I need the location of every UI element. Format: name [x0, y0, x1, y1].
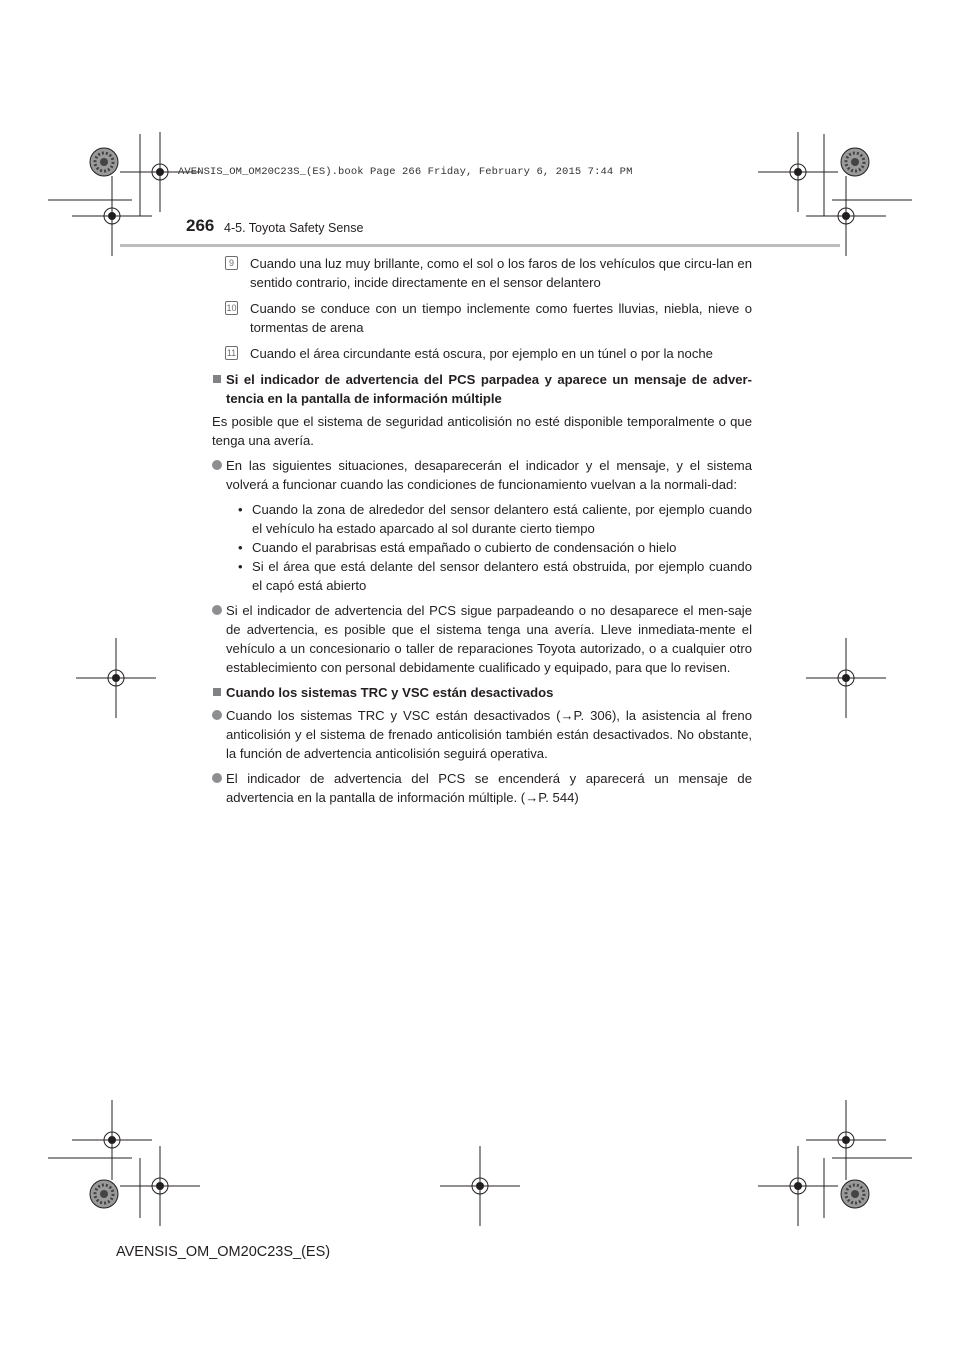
item-number: 9 — [225, 256, 238, 270]
wheel-mark-icon — [841, 1180, 869, 1208]
bullet-item — [212, 769, 752, 807]
section-heading — [212, 370, 752, 408]
dot-bullet-icon: • — [238, 502, 243, 517]
crosshair-mark-icon — [806, 638, 886, 718]
bullet-text: En las siguientes situaciones, desaparecerán el indicador y el mensaje, y el sistema volverá a funcionar cuando las condiciones de funcionamiento vuelvan a la normali-dad: — [226, 458, 752, 492]
item-text: Cuando una luz muy brillante, como el sol o los faros de los vehículos que circu-lan en sentido contrario, incide directamente en el sensor delantero — [250, 256, 752, 290]
square-bullet-icon — [213, 688, 221, 696]
square-bullet-icon — [213, 375, 221, 383]
item-number: 10 — [226, 303, 237, 313]
item-number: 11 — [226, 348, 237, 358]
bullet-item — [212, 706, 752, 763]
wheel-mark-icon — [90, 148, 118, 176]
bullet-text: Si el indicador de advertencia del PCS sigue parpadeando o no desaparece el men-saje de advertencia, es posible que el sistema tenga una avería. Lleve inmediata-mente el vehículo a un concesionario o taller de reparaciones Toyota autorizado, o a cualquier otro establecimiento con personal debidamente cualificado y equipado, para que lo revisen. — [226, 603, 752, 675]
sub-item — [212, 538, 752, 557]
book-stamp: AVENSIS_OM_OM20C23S_(ES).book Page 266 Friday, February 6, 2015 7:44 PM — [178, 166, 633, 178]
sub-item — [212, 500, 752, 538]
sub-list — [212, 500, 752, 595]
page-number: 266 — [186, 216, 215, 235]
sub-item-text: Cuando la zona de alrededor del sensor delantero está caliente, por ejemplo cuando el vehículo ha estado aparcado al sol durante cierto tiempo — [252, 502, 752, 536]
wheel-mark-icon — [90, 1180, 118, 1208]
header-rule — [120, 244, 840, 247]
wheel-mark-icon — [841, 148, 869, 176]
round-bullet-icon — [212, 605, 222, 615]
dot-bullet-icon: • — [238, 540, 243, 555]
heading-text: Si el indicador de advertencia del PCS parpadea y aparece un mensaje de adver-tencia en la pantalla de información múltiple — [226, 372, 752, 406]
crosshair-mark-icon — [76, 638, 156, 718]
bullet-item — [212, 456, 752, 494]
round-bullet-icon — [212, 460, 222, 470]
section-heading — [212, 683, 752, 702]
numbered-item — [212, 254, 752, 292]
numbered-item — [212, 299, 752, 337]
sub-item — [212, 557, 752, 595]
section-title: 4-5. Toyota Safety Sense — [224, 221, 364, 235]
item-text: Cuando se conduce con un tiempo inclemente como fuertes lluvias, niebla, nieve o tormentas de arena — [250, 301, 752, 335]
sub-item-text: Si el área que está delante del sensor delantero está obstruida, por ejemplo cuando el capó está abierto — [252, 559, 752, 593]
bullet-text: El indicador de advertencia del PCS se encenderá y aparecerá un mensaje de advertencia en la pantalla de información múltiple. (→P. 544) — [226, 771, 752, 805]
numbered-item — [212, 344, 752, 363]
round-bullet-icon — [212, 773, 222, 783]
item-text: Cuando el área circundante está oscura, por ejemplo en un túnel o por la noche — [250, 346, 713, 361]
bullet-item — [212, 601, 752, 677]
crosshair-mark-icon — [806, 1100, 886, 1180]
crosshair-mark-icon — [758, 1146, 838, 1226]
page-content — [212, 254, 752, 813]
crosshair-mark-icon — [758, 132, 838, 212]
sub-item-text: Cuando el parabrisas está empañado o cubierto de condensación o hielo — [252, 540, 677, 555]
round-bullet-icon — [212, 710, 222, 720]
heading-text: Cuando los sistemas TRC y VSC están desactivados — [226, 685, 554, 700]
section-intro: Es posible que el sistema de seguridad anticolisión no esté disponible temporalmente o que tenga una avería. — [212, 414, 752, 448]
footer-code: AVENSIS_OM_OM20C23S_(ES) — [116, 1244, 331, 1260]
crosshair-mark-icon — [440, 1146, 520, 1226]
dot-bullet-icon: • — [238, 559, 243, 574]
bullet-text: Cuando los sistemas TRC y VSC están desactivados (→P. 306), la asistencia al freno anticolisión y el sistema de frenado anticolisión también están desactivados. No obstante, la función de advertencia anticolisión seguirá operativa. — [226, 708, 752, 761]
